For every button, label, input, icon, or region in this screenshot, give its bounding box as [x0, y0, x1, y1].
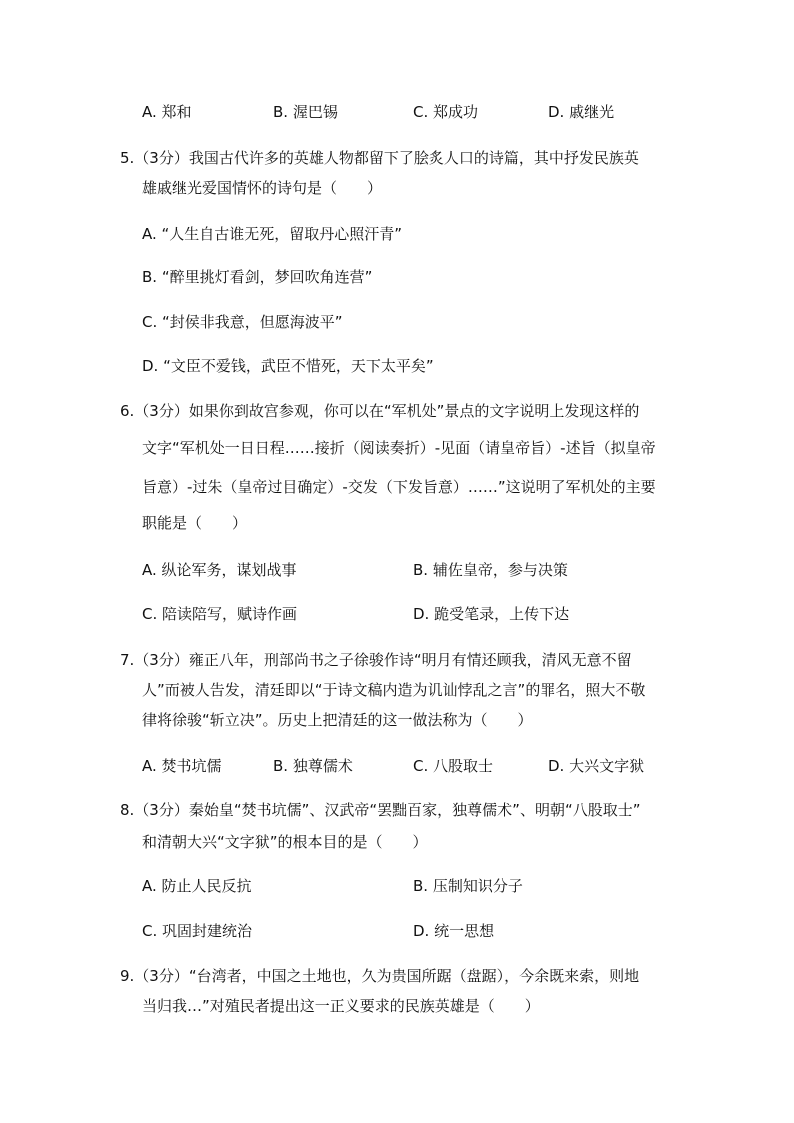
- q9-stem-line-2: 当归我…”对殖民者提出这一正义要求的民族英雄是（ ）: [142, 997, 540, 1015]
- q8-stem-line-2: 和清朝大兴“文字狱”的根本目的是（ ）: [142, 833, 428, 851]
- q8-option-c: C. 巩固封建统治: [142, 922, 253, 940]
- q7-option-b: B. 独尊儒术: [273, 757, 353, 775]
- q5-stem-line-2: 雄戚继光爱国情怀的诗句是（ ）: [142, 179, 383, 197]
- q7-stem-line-3: 律将徐骏“斩立决”。历史上把清廷的这一做法称为（ ）: [142, 711, 533, 729]
- q5-option-d: D. “文臣不爱钱，武臣不惜死，天下太平矣”: [142, 357, 434, 375]
- q4-option-b: B. 渥巴锡: [273, 103, 338, 121]
- q4-option-a: A. 郑和: [142, 103, 192, 121]
- q7-option-a: A. 焚书坑儒: [142, 757, 222, 775]
- q5-stem-line-1: 5.（3分）我国古代许多的英雄人物都留下了脍炙人口的诗篇，其中抒发民族英: [120, 149, 639, 167]
- q6-stem-line-4: 职能是（ ）: [142, 514, 248, 532]
- q7-stem-line-2: 人”而被人告发，清廷即以“于诗文稿内造为讥讪悖乱之言”的罪名，照大不敬: [142, 681, 646, 699]
- q6-stem-line-3: 旨意）-过朱（皇帝过目确定）-交发（下发旨意）……”这说明了军机处的主要: [142, 478, 656, 496]
- q6-option-b: B. 辅佐皇帝，参与决策: [413, 561, 568, 579]
- q6-stem-line-1: 6.（3分）如果你到故宫参观，你可以在“军机处”景点的文字说明上发现这样的: [120, 402, 640, 420]
- q9-stem-line-1: 9.（3分）“台湾者，中国之土地也，久为贵国所踞（盘踞），今余既来索，则地: [120, 967, 640, 985]
- q8-option-d: D. 统一思想: [413, 922, 495, 940]
- q4-option-c: C. 郑成功: [413, 103, 479, 121]
- q5-option-b: B. “醉里挑灯看剑，梦回吹角连营”: [142, 268, 373, 286]
- q8-option-a: A. 防止人民反抗: [142, 877, 252, 895]
- q6-option-c: C. 陪读陪写，赋诗作画: [142, 605, 298, 623]
- q7-option-c: C. 八股取士: [413, 757, 494, 775]
- q7-option-d: D. 大兴文字狱: [548, 757, 645, 775]
- q8-stem-line-1: 8.（3分）秦始皇“焚书坑儒”、汉武帝“罢黜百家，独尊儒术”、明朝“八股取士”: [120, 801, 641, 819]
- q5-option-c: C. “封侯非我意，但愿海波平”: [142, 313, 343, 331]
- q4-option-d: D. 戚继光: [548, 103, 615, 121]
- q5-option-a: A. “人生自古谁无死，留取丹心照汗青”: [142, 225, 403, 243]
- q7-stem-line-1: 7.（3分）雍正八年，刑部尚书之子徐骏作诗“明月有情还顾我，清风无意不留: [120, 651, 632, 669]
- q6-stem-line-2: 文字“军机处一日日程……接折（阅读奏折）-见面（请皇帝旨）-述旨（拟皇帝: [142, 439, 656, 457]
- q6-option-a: A. 纵论军务，谋划战事: [142, 561, 297, 579]
- q8-option-b: B. 压制知识分子: [413, 877, 523, 895]
- q6-option-d: D. 跪受笔录，上传下达: [413, 605, 570, 623]
